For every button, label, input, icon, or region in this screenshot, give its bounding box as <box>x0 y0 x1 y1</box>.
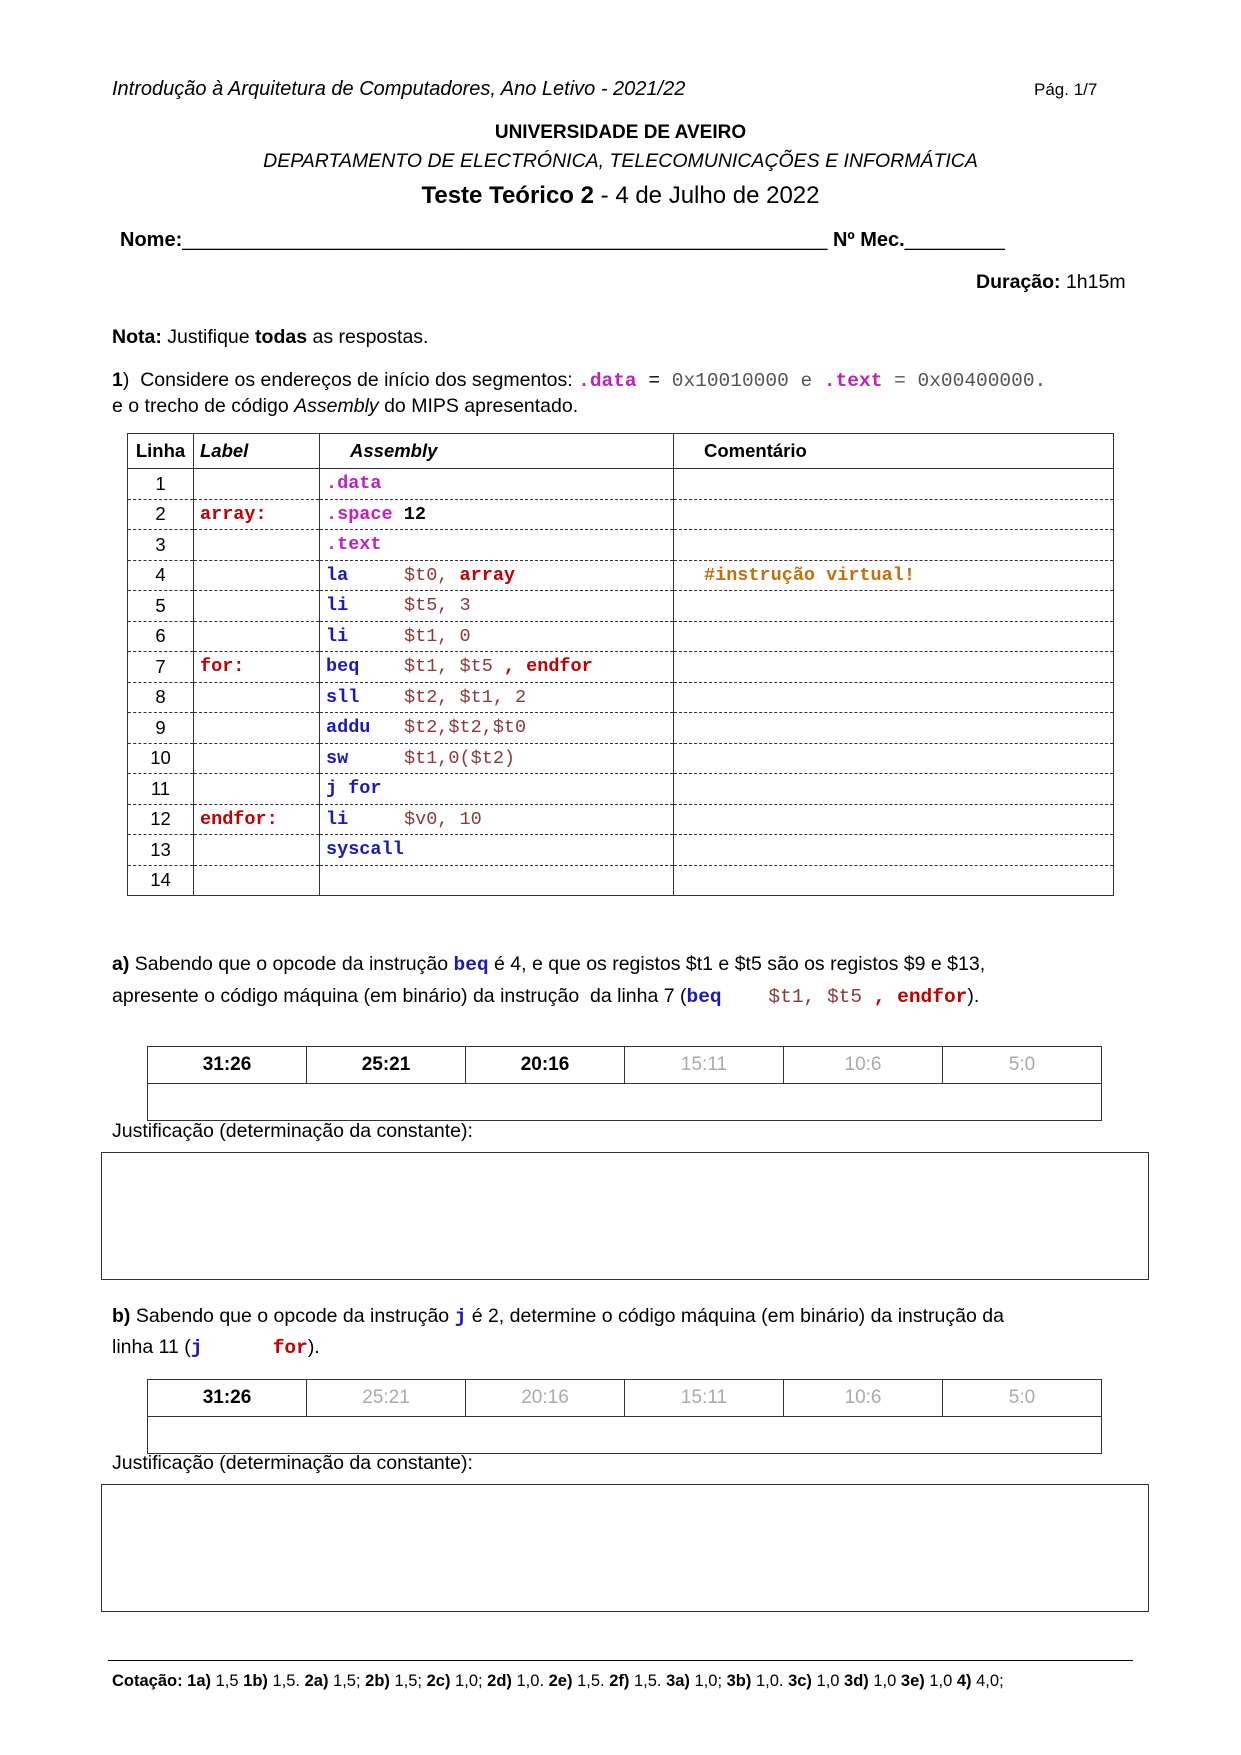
line-label: array: <box>194 499 320 530</box>
page-number: Pág. 1/7 <box>1034 80 1098 99</box>
line-number: 2 <box>128 499 194 530</box>
bits-25-21: 25:21 <box>307 1380 466 1417</box>
opcode: .text <box>326 534 382 556</box>
line-assembly <box>320 835 674 866</box>
line-comment <box>674 713 1114 744</box>
line-assembly <box>320 469 674 500</box>
duration-label: Duração: <box>976 271 1061 293</box>
opcode: sll <box>326 686 360 708</box>
bits-20-16: 20:16 <box>466 1047 625 1084</box>
qb-instr-label: for <box>202 1337 308 1359</box>
grade-item-label: 3d) <box>844 1672 869 1690</box>
bits-31-26: 31:26 <box>148 1380 307 1417</box>
operands: $v0, 10 <box>404 808 482 830</box>
grade-item-label: 3a) <box>666 1672 690 1690</box>
grade-item-value: 1,5; <box>328 1672 366 1690</box>
exam-title <box>0 182 1241 210</box>
course-header: Introdução à Arquitetura de Computadores, Ano Letivo - 2021/22 <box>112 78 686 100</box>
opcode: li <box>326 625 349 647</box>
qa-bits-answer-row[interactable] <box>148 1084 1102 1121</box>
table-row <box>128 652 1114 683</box>
name-label: Nome: <box>120 229 183 251</box>
grade-item-label: 4) <box>956 1672 972 1690</box>
grade-item-value: 1,0 <box>811 1672 845 1690</box>
line-number: 10 <box>128 743 194 774</box>
mec-label: Nº Mec. <box>832 229 905 251</box>
note-text-end: as respostas. <box>307 326 429 348</box>
line-assembly <box>320 591 674 622</box>
qb-line2 <box>112 1333 320 1362</box>
qa-line2-text: apresente o código máquina (em binário) da instrução da linha 7 ( <box>112 985 687 1007</box>
q1-and: e <box>788 370 824 392</box>
table-row <box>128 560 1114 591</box>
qa-instr-regs: $t1, $t5 <box>721 986 874 1008</box>
label-operand: array <box>459 564 516 586</box>
data-keyword: .data <box>578 370 637 392</box>
line-comment <box>674 835 1114 866</box>
line-assembly <box>320 804 674 835</box>
line-assembly <box>320 560 674 591</box>
col-assembly: Assembly <box>320 434 674 469</box>
operands: 12 <box>392 503 426 525</box>
operands: $t0, <box>404 564 460 586</box>
line-assembly <box>320 530 674 561</box>
q1-intro-line2 <box>112 392 578 420</box>
opcode: .data <box>326 473 382 495</box>
line-number: 6 <box>128 621 194 652</box>
line-number: 3 <box>128 530 194 561</box>
operands: $t1, $t5 <box>404 656 504 678</box>
line-number: 8 <box>128 682 194 713</box>
table-row <box>128 682 1114 713</box>
qb-line2-text: linha 11 ( <box>112 1336 191 1358</box>
q1-line2-text: e o trecho de código <box>112 395 295 417</box>
bits-20-16: 20:16 <box>466 1380 625 1417</box>
note <box>112 323 428 351</box>
mec-line: _________ <box>904 229 1005 251</box>
bits-15-11: 15:11 <box>625 1047 784 1084</box>
grade-item-value: 1,5. <box>629 1672 667 1690</box>
line-number: 13 <box>128 835 194 866</box>
qa-keyword: beq <box>453 954 489 976</box>
qb-bits-table <box>147 1379 1102 1454</box>
duration <box>976 271 1126 294</box>
table-row <box>128 591 1114 622</box>
grade-item-value: 1,5. <box>267 1672 305 1690</box>
table-row <box>128 499 1114 530</box>
qa-text: Sabendo que o opcode da instrução <box>129 953 454 975</box>
col-label: Label <box>194 434 320 469</box>
line-comment <box>674 682 1114 713</box>
line-label <box>194 682 320 713</box>
q1-line2-end: do MIPS apresentado. <box>378 395 579 417</box>
line-comment <box>674 469 1114 500</box>
line-assembly <box>320 621 674 652</box>
university-name: UNIVERSIDADE DE AVEIRO <box>494 122 747 143</box>
qb-bits-answer-row[interactable] <box>148 1417 1102 1454</box>
line-label <box>194 865 320 896</box>
line-assembly <box>320 499 674 530</box>
grade-item-label: 2a) <box>304 1672 329 1690</box>
grade-item-value: 1,0; <box>689 1672 727 1690</box>
qa-bits-answer[interactable] <box>148 1084 1102 1121</box>
q1-line2-italic: Assembly <box>294 395 379 417</box>
table-row <box>128 865 1114 896</box>
grade-item-label: Cotação: 1a) <box>112 1672 212 1690</box>
opcode: li <box>326 595 349 617</box>
line-label <box>194 530 320 561</box>
bits-31-26: 31:26 <box>148 1047 307 1084</box>
qb-line2-end: ). <box>307 1336 320 1358</box>
line-label <box>194 469 320 500</box>
grade-item-value: 1,5 <box>211 1672 244 1690</box>
line-label <box>194 591 320 622</box>
grade-item-value: 1,0. <box>751 1672 789 1690</box>
line-label: endfor: <box>194 804 320 835</box>
opcode: .space <box>326 503 393 525</box>
line-comment <box>674 652 1114 683</box>
qb-text-2: é 2, determine o código máquina (em binário) da instrução da <box>466 1305 1004 1327</box>
text-address: 0x00400000. <box>917 370 1047 392</box>
line-comment <box>674 743 1114 774</box>
line-number: 4 <box>128 560 194 591</box>
line-assembly <box>320 682 674 713</box>
table-header-row <box>128 434 1114 469</box>
line-label <box>194 774 320 805</box>
line-number: 5 <box>128 591 194 622</box>
line-label <box>194 621 320 652</box>
opcode: la <box>326 564 349 586</box>
line-assembly <box>320 865 674 896</box>
line-comment <box>674 591 1114 622</box>
table-row <box>128 774 1114 805</box>
grade-item-value: 1,5; <box>389 1672 427 1690</box>
opcode: syscall <box>326 839 404 861</box>
opcode: li <box>326 808 349 830</box>
name-field[interactable] <box>120 229 1005 252</box>
duration-value: 1h15m <box>1065 271 1126 293</box>
opcode: sw <box>326 747 349 769</box>
qa-justification-box[interactable] <box>101 1152 1149 1280</box>
grade-item-label: 3b) <box>726 1672 752 1690</box>
qa-bits-table <box>147 1046 1102 1121</box>
qb-label: b) <box>112 1305 131 1327</box>
grade-item-label: 1b) <box>243 1672 268 1690</box>
qa-text-2: é 4, e que os registos $t1 e $t5 são os registos $9 e $13, <box>488 953 986 975</box>
note-bold: todas <box>255 326 308 348</box>
line-assembly <box>320 713 674 744</box>
line-assembly <box>320 743 674 774</box>
line-label: for: <box>194 652 320 683</box>
line-number: 7 <box>128 652 194 683</box>
qa-line1 <box>112 950 985 979</box>
q1-eq2: = <box>882 370 918 392</box>
grading-scheme <box>112 1672 1004 1691</box>
operands: $t1,0($t2) <box>404 747 516 769</box>
operands: $t5, 3 <box>404 595 471 617</box>
qb-text: Sabendo que o opcode da instrução <box>130 1305 455 1327</box>
line-number: 11 <box>128 774 194 805</box>
bits-15-11: 15:11 <box>625 1380 784 1417</box>
line-comment <box>674 774 1114 805</box>
line-number: 12 <box>128 804 194 835</box>
grade-item-value: 1,0; <box>450 1672 488 1690</box>
line-label <box>194 713 320 744</box>
grade-item-value: 1,0 <box>868 1672 901 1690</box>
label-operand: , endfor <box>503 656 593 678</box>
line-comment <box>674 621 1114 652</box>
bits-5-0: 5:0 <box>943 1047 1102 1084</box>
grade-item-label: 2e) <box>548 1672 573 1690</box>
grade-item-label: 2b) <box>365 1672 390 1690</box>
line-number: 14 <box>128 865 194 896</box>
qa-justification-label: Justificação (determinação da constante): <box>112 1120 473 1142</box>
grade-item-value: 4,0; <box>971 1672 1004 1690</box>
qb-keyword: j <box>454 1306 467 1328</box>
table-row <box>128 713 1114 744</box>
qa-instr-label: , endfor <box>873 986 968 1008</box>
q1-intro <box>112 366 1046 395</box>
line-comment <box>674 499 1114 530</box>
col-linha: Linha <box>128 434 194 469</box>
grade-item-value: 1,5. <box>572 1672 610 1690</box>
line-number: 9 <box>128 713 194 744</box>
line-comment: #instrução virtual! <box>674 560 1114 591</box>
grade-item-label: 3c) <box>788 1672 812 1690</box>
department-name: DEPARTAMENTO DE ELECTRÓNICA, TELECOMUNICAÇÕES E INFORMÁTICA <box>263 150 978 172</box>
operands: $t1, 0 <box>404 625 471 647</box>
col-comentario: Comentário <box>674 434 1114 469</box>
table-row <box>128 743 1114 774</box>
qa-instr-op: beq <box>686 986 722 1008</box>
note-label: Nota: <box>112 326 162 348</box>
operands: $t2,$t2,$t0 <box>404 717 527 739</box>
qb-instr-op: j <box>190 1337 203 1359</box>
table-row <box>128 835 1114 866</box>
line-label <box>194 560 320 591</box>
grade-item-label: 3e) <box>900 1672 925 1690</box>
line-label <box>194 835 320 866</box>
name-line: __________________________________________________________ <box>182 229 828 251</box>
line-number: 1 <box>128 469 194 500</box>
line-label <box>194 743 320 774</box>
operands: $t2, $t1, 2 <box>404 686 527 708</box>
qa-bits-header <box>148 1047 1102 1084</box>
table-row <box>128 469 1114 500</box>
qb-line1 <box>112 1302 1004 1331</box>
line-comment <box>674 865 1114 896</box>
opcode: addu <box>326 717 371 739</box>
q1-number: 1 <box>112 369 123 391</box>
text-keyword: .text <box>823 370 883 392</box>
data-address: 0x10010000 <box>671 370 789 392</box>
grade-item-label: 2c) <box>426 1672 451 1690</box>
opcode: beq <box>326 656 360 678</box>
grade-item-value: 1,0 <box>924 1672 957 1690</box>
bits-25-21: 25:21 <box>307 1047 466 1084</box>
q1-eq1: = <box>636 370 672 392</box>
footer-divider <box>108 1660 1133 1661</box>
grade-item-label: 2f) <box>609 1672 630 1690</box>
grade-item-label: 2d) <box>487 1672 512 1690</box>
grade-item-value: 1,0. <box>511 1672 549 1690</box>
table-row <box>128 621 1114 652</box>
line-assembly <box>320 774 674 805</box>
line-comment <box>674 530 1114 561</box>
note-text: Justifique <box>161 326 256 348</box>
qa-line2 <box>112 982 979 1011</box>
table-row <box>128 804 1114 835</box>
bits-10-6: 10:6 <box>784 1380 943 1417</box>
line-comment <box>674 804 1114 835</box>
qb-justification-label: Justificação (determinação da constante): <box>112 1452 473 1474</box>
exam-date: - 4 de Julho de 2022 <box>593 182 820 209</box>
assembly-code-table <box>127 433 1114 896</box>
table-row <box>128 530 1114 561</box>
q1-text: ) Considere os endereços de início dos segmentos: <box>122 369 579 391</box>
qb-bits-answer[interactable] <box>148 1417 1102 1454</box>
qa-line2-end: ). <box>967 985 980 1007</box>
qb-bits-header <box>148 1380 1102 1417</box>
bits-5-0: 5:0 <box>943 1380 1102 1417</box>
bits-10-6: 10:6 <box>784 1047 943 1084</box>
opcode: j for <box>326 778 382 800</box>
qa-label: a) <box>112 953 130 975</box>
line-assembly <box>320 652 674 683</box>
qb-justification-box[interactable] <box>101 1484 1149 1612</box>
exam-title-bold: Teste Teórico 2 <box>421 182 594 209</box>
